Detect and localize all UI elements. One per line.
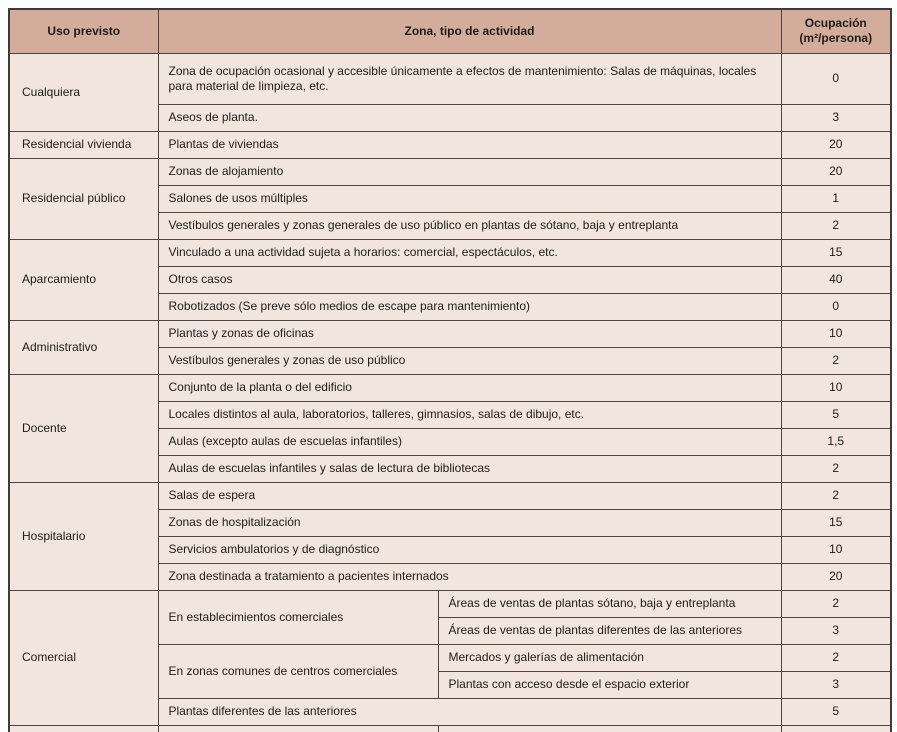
zona-cell: Zonas de hospitalización [158,509,781,536]
zona-cell: Mercados y galerías de alimentación [438,644,781,671]
zona-cell [438,725,781,732]
valor-cell: 20 [781,158,891,185]
uso-cell-residencial-vivienda: Residencial vivienda [9,131,158,158]
zona-group-cell [158,725,438,732]
header-uso-previsto: Uso previsto [9,9,158,53]
header-zona-actividad: Zona, tipo de actividad [158,9,781,53]
table-row [9,482,891,509]
zona-cell: Otros casos [158,266,781,293]
valor-cell: 2 [781,455,891,482]
uso-cell-cualquiera: Cualquiera [9,53,158,131]
occupancy-density-table [8,8,892,732]
table-row [9,374,891,401]
zona-cell: Conjunto de la planta o del edificio [158,374,781,401]
table-header-row [9,9,891,53]
table-row-cutoff [9,725,891,732]
zona-cell: Áreas de ventas de plantas diferentes de las anteriores [438,617,781,644]
uso-cell [9,725,158,732]
zona-cell: Plantas y zonas de oficinas [158,320,781,347]
uso-cell-docente: Docente [9,374,158,482]
zona-cell: Salones de usos múltiples [158,185,781,212]
zona-cell: Vinculado a una actividad sujeta a horarios: comercial, espectáculos, etc. [158,239,781,266]
table-row [9,53,891,104]
table-row [9,131,891,158]
uso-cell-hospitalario: Hospitalario [9,482,158,590]
zona-group-cell: En zonas comunes de centros comerciales [158,644,438,698]
uso-cell-residencial-publico: Residencial público [9,158,158,239]
valor-cell: 10 [781,320,891,347]
zona-cell: Plantas diferentes de las anteriores [158,698,781,725]
valor-cell: 10 [781,536,891,563]
valor-cell: 2 [781,590,891,617]
valor-cell [781,725,891,732]
zona-cell: Zona de ocupación ocasional y accesible únicamente a efectos de mantenimiento: Salas de máquinas, locales para material de limpieza, etc. [158,53,781,104]
valor-cell: 1,5 [781,428,891,455]
zona-cell: Aulas (excepto aulas de escuelas infantiles) [158,428,781,455]
valor-cell: 15 [781,239,891,266]
zona-cell: Zona destinada a tratamiento a pacientes internados [158,563,781,590]
zona-cell: Plantas de viviendas [158,131,781,158]
zona-group-cell: En establecimientos comerciales [158,590,438,644]
valor-cell: 3 [781,671,891,698]
zona-cell: Vestíbulos generales y zonas generales de uso público en plantas de sótano, baja y entreplanta [158,212,781,239]
valor-cell: 2 [781,212,891,239]
uso-cell-administrativo: Administrativo [9,320,158,374]
valor-cell: 2 [781,482,891,509]
zona-cell: Salas de espera [158,482,781,509]
table-row [9,158,891,185]
zona-cell: Locales distintos al aula, laboratorios, talleres, gimnasios, salas de dibujo, etc. [158,401,781,428]
zona-cell: Aulas de escuelas infantiles y salas de lectura de bibliotecas [158,455,781,482]
valor-cell: 1 [781,185,891,212]
header-ocupacion [781,9,891,53]
uso-cell-comercial: Comercial [9,590,158,725]
zona-cell: Plantas con acceso desde el espacio exterior [438,671,781,698]
table-row [9,320,891,347]
valor-cell: 0 [781,293,891,320]
valor-cell: 5 [781,698,891,725]
header-ocupacion-unit: (m²/persona) [799,31,873,46]
zona-cell: Zonas de alojamiento [158,158,781,185]
valor-cell: 10 [781,374,891,401]
valor-cell: 40 [781,266,891,293]
table-row [9,590,891,617]
valor-cell: 3 [781,104,891,131]
table-row [9,239,891,266]
valor-cell: 2 [781,347,891,374]
zona-cell: Vestíbulos generales y zonas de uso público [158,347,781,374]
zona-cell: Servicios ambulatorios y de diagnóstico [158,536,781,563]
valor-cell: 5 [781,401,891,428]
valor-cell: 2 [781,644,891,671]
valor-cell: 0 [781,53,891,104]
valor-cell: 20 [781,131,891,158]
valor-cell: 20 [781,563,891,590]
header-ocupacion-title: Ocupación [804,16,867,31]
zona-cell: Áreas de ventas de plantas sótano, baja y entreplanta [438,590,781,617]
valor-cell: 15 [781,509,891,536]
zona-cell: Aseos de planta. [158,104,781,131]
uso-cell-aparcamiento: Aparcamiento [9,239,158,320]
valor-cell: 3 [781,617,891,644]
zona-cell: Robotizados (Se preve sólo medios de escape para mantenimiento) [158,293,781,320]
